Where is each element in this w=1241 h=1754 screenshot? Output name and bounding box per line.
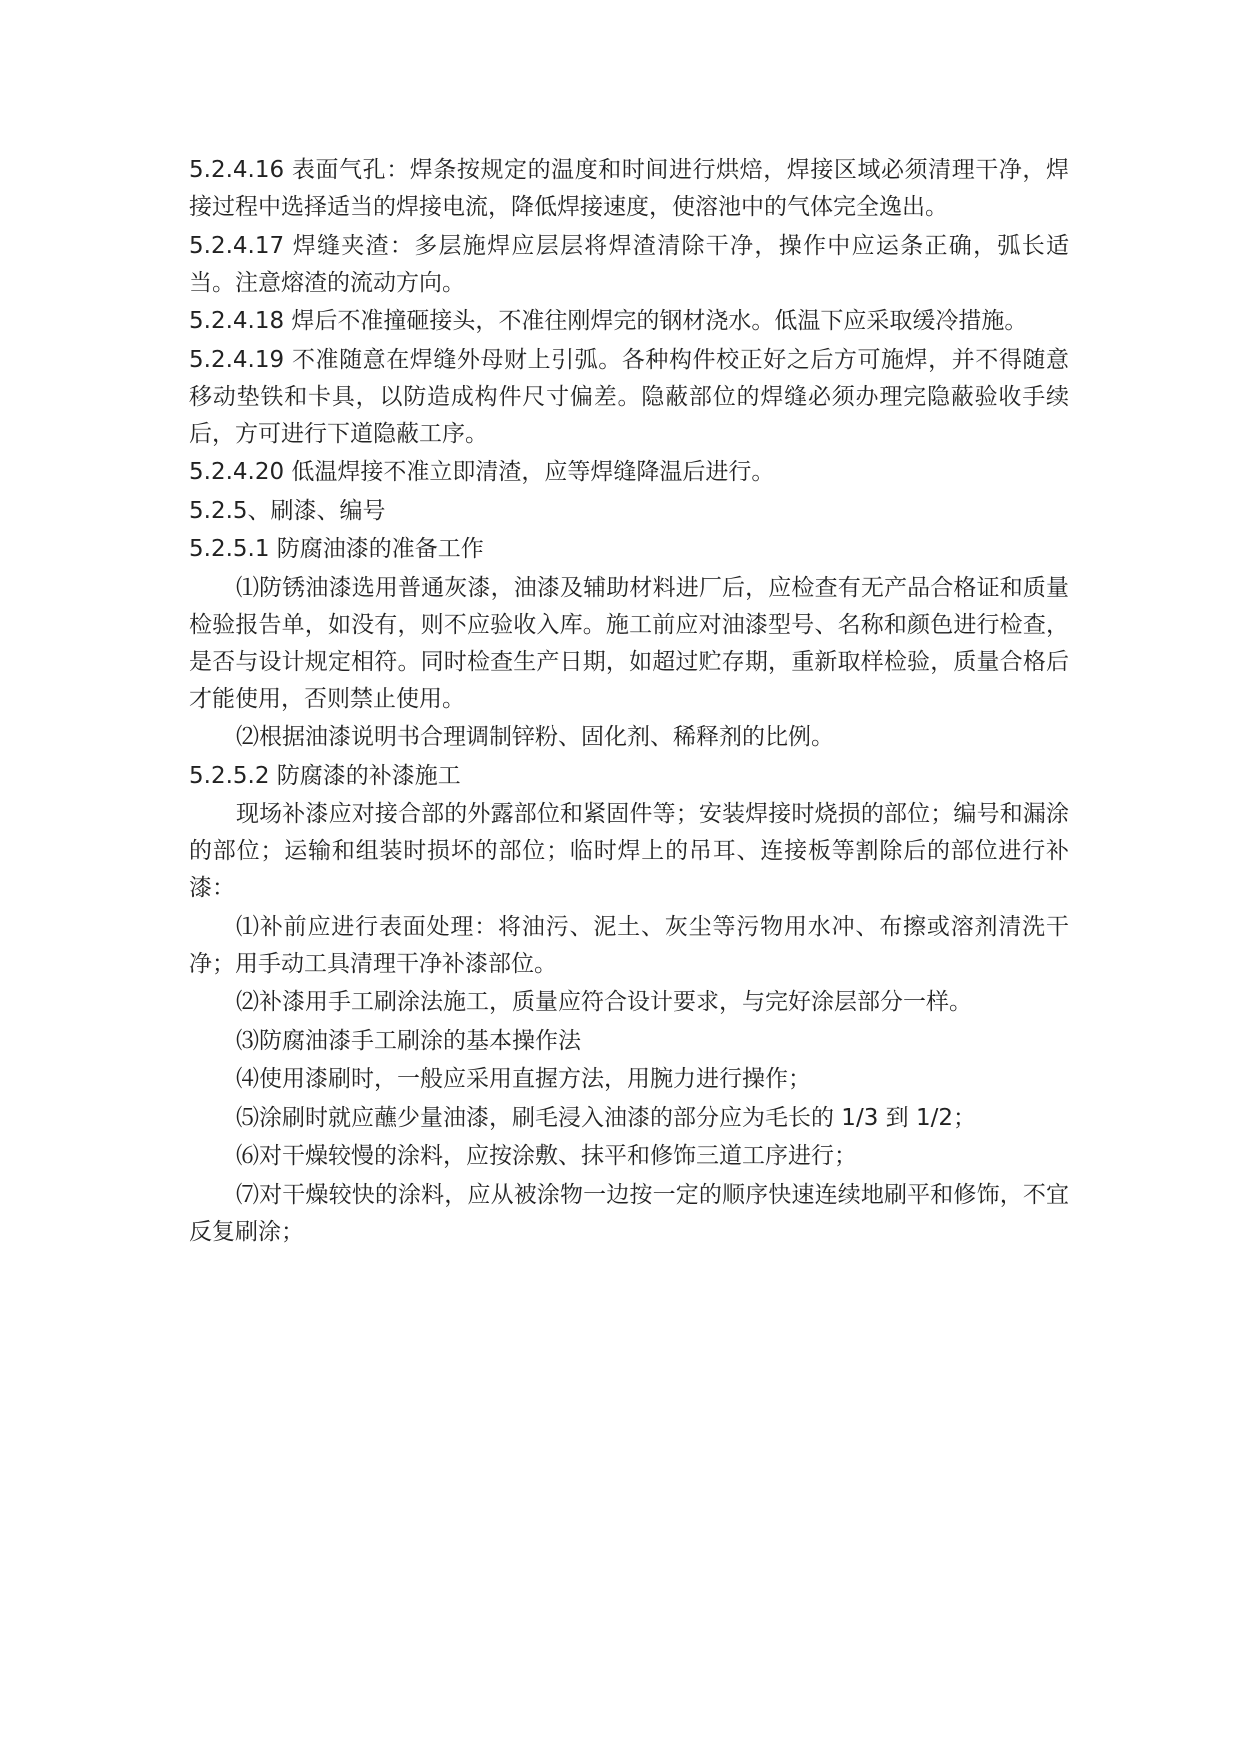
step-item-1: ⑴补前应进行表面处理：将油污、泥土、灰尘等污物用水冲、布擦或溶剂清洗干净；用手动工具清理干净补漆部位。 — [189, 913, 1069, 977]
section-heading-5-2-5: 5.2.5、刷漆、编号 — [189, 497, 386, 524]
step-item-6: ⑹对干燥较慢的涂料，应按涂敷、抹平和修饰三道工序进行； — [236, 1143, 857, 1169]
step-item-3: ⑶防腐油漆手工刷涂的基本操作法 — [236, 1027, 581, 1054]
step-item-2: ⑵补漆用手工刷涂法施工，质量应符合设计要求，与完好涂层部分一样。 — [236, 989, 972, 1015]
list-item-2: ⑵根据油漆说明书合理调制锌粉、固化剂、稀释剂的比例。 — [236, 724, 834, 750]
subsection-heading-5-2-5-1: 5.2.5.1 防腐油漆的准备工作 — [189, 536, 484, 562]
paragraph-5-2-4-16: 5.2.4.16 表面气孔：焊条按规定的温度和时间进行烘焙，焊接区域必须清理干净，焊接过程中选择适当的焊接电流，降低焊接速度，使溶池中的气体完全逸出。 — [189, 157, 1069, 220]
paragraph-5-2-4-19: 5.2.4.19 不准随意在焊缝外母财上引弧。各种构件校正好之后方可施焊，并不得随意移动垫铁和卡具，以防造成构件尺寸偏差。隐蔽部位的焊缝必须办理完隐蔽验收手续后，方可进行下道隐蔽工序。 — [189, 346, 1069, 447]
paragraph-5-2-4-20: 5.2.4.20 低温焊接不准立即清渣，应等焊缝降温后进行。 — [189, 459, 775, 485]
step-item-7: ⑺对干燥较快的涂料，应从被涂物一边按一定的顺序快速连续地刷平和修饰，不宜反复刷涂； — [189, 1181, 1069, 1245]
document-page — [189, 152, 1069, 1252]
step-item-4: ⑷使用漆刷时，一般应采用直握方法，用腕力进行操作； — [236, 1066, 811, 1092]
step-item-5: ⑸涂刷时就应蘸少量油漆，刷毛浸入油漆的部分应为毛长的 1/3 到 1/2； — [236, 1104, 976, 1131]
list-item-1: ⑴防锈油漆选用普通灰漆，油漆及辅助材料进厂后，应检查有无产品合格证和质量检验报告单，如没有，则不应验收入库。施工前应对油漆型号、名称和颜色进行检查，是否与设计规定相符。同时检查生产日期，如超过贮存期，重新取样检验，质量合格后才能使用，否则禁止使用。 — [189, 574, 1069, 712]
paragraph-5-2-4-18: 5.2.4.18 焊后不准撞砸接头，不准往刚焊完的钢材浇水。低温下应采取缓冷措施。 — [189, 308, 1028, 334]
subsection-heading-5-2-5-2: 5.2.5.2 防腐漆的补漆施工 — [189, 762, 461, 789]
paragraph-5-2-4-17: 5.2.4.17 焊缝夹渣：多层施焊应层层将焊渣清除干净，操作中应运条正确，弧长适当。注意熔渣的流动方向。 — [189, 232, 1069, 296]
intro-paragraph: 现场补漆应对接合部的外露部位和紧固件等；安装焊接时烧损的部位；编号和漏涂的部位；运输和组装时损坏的部位；临时焊上的吊耳、连接板等割除后的部位进行补漆： — [189, 801, 1069, 901]
